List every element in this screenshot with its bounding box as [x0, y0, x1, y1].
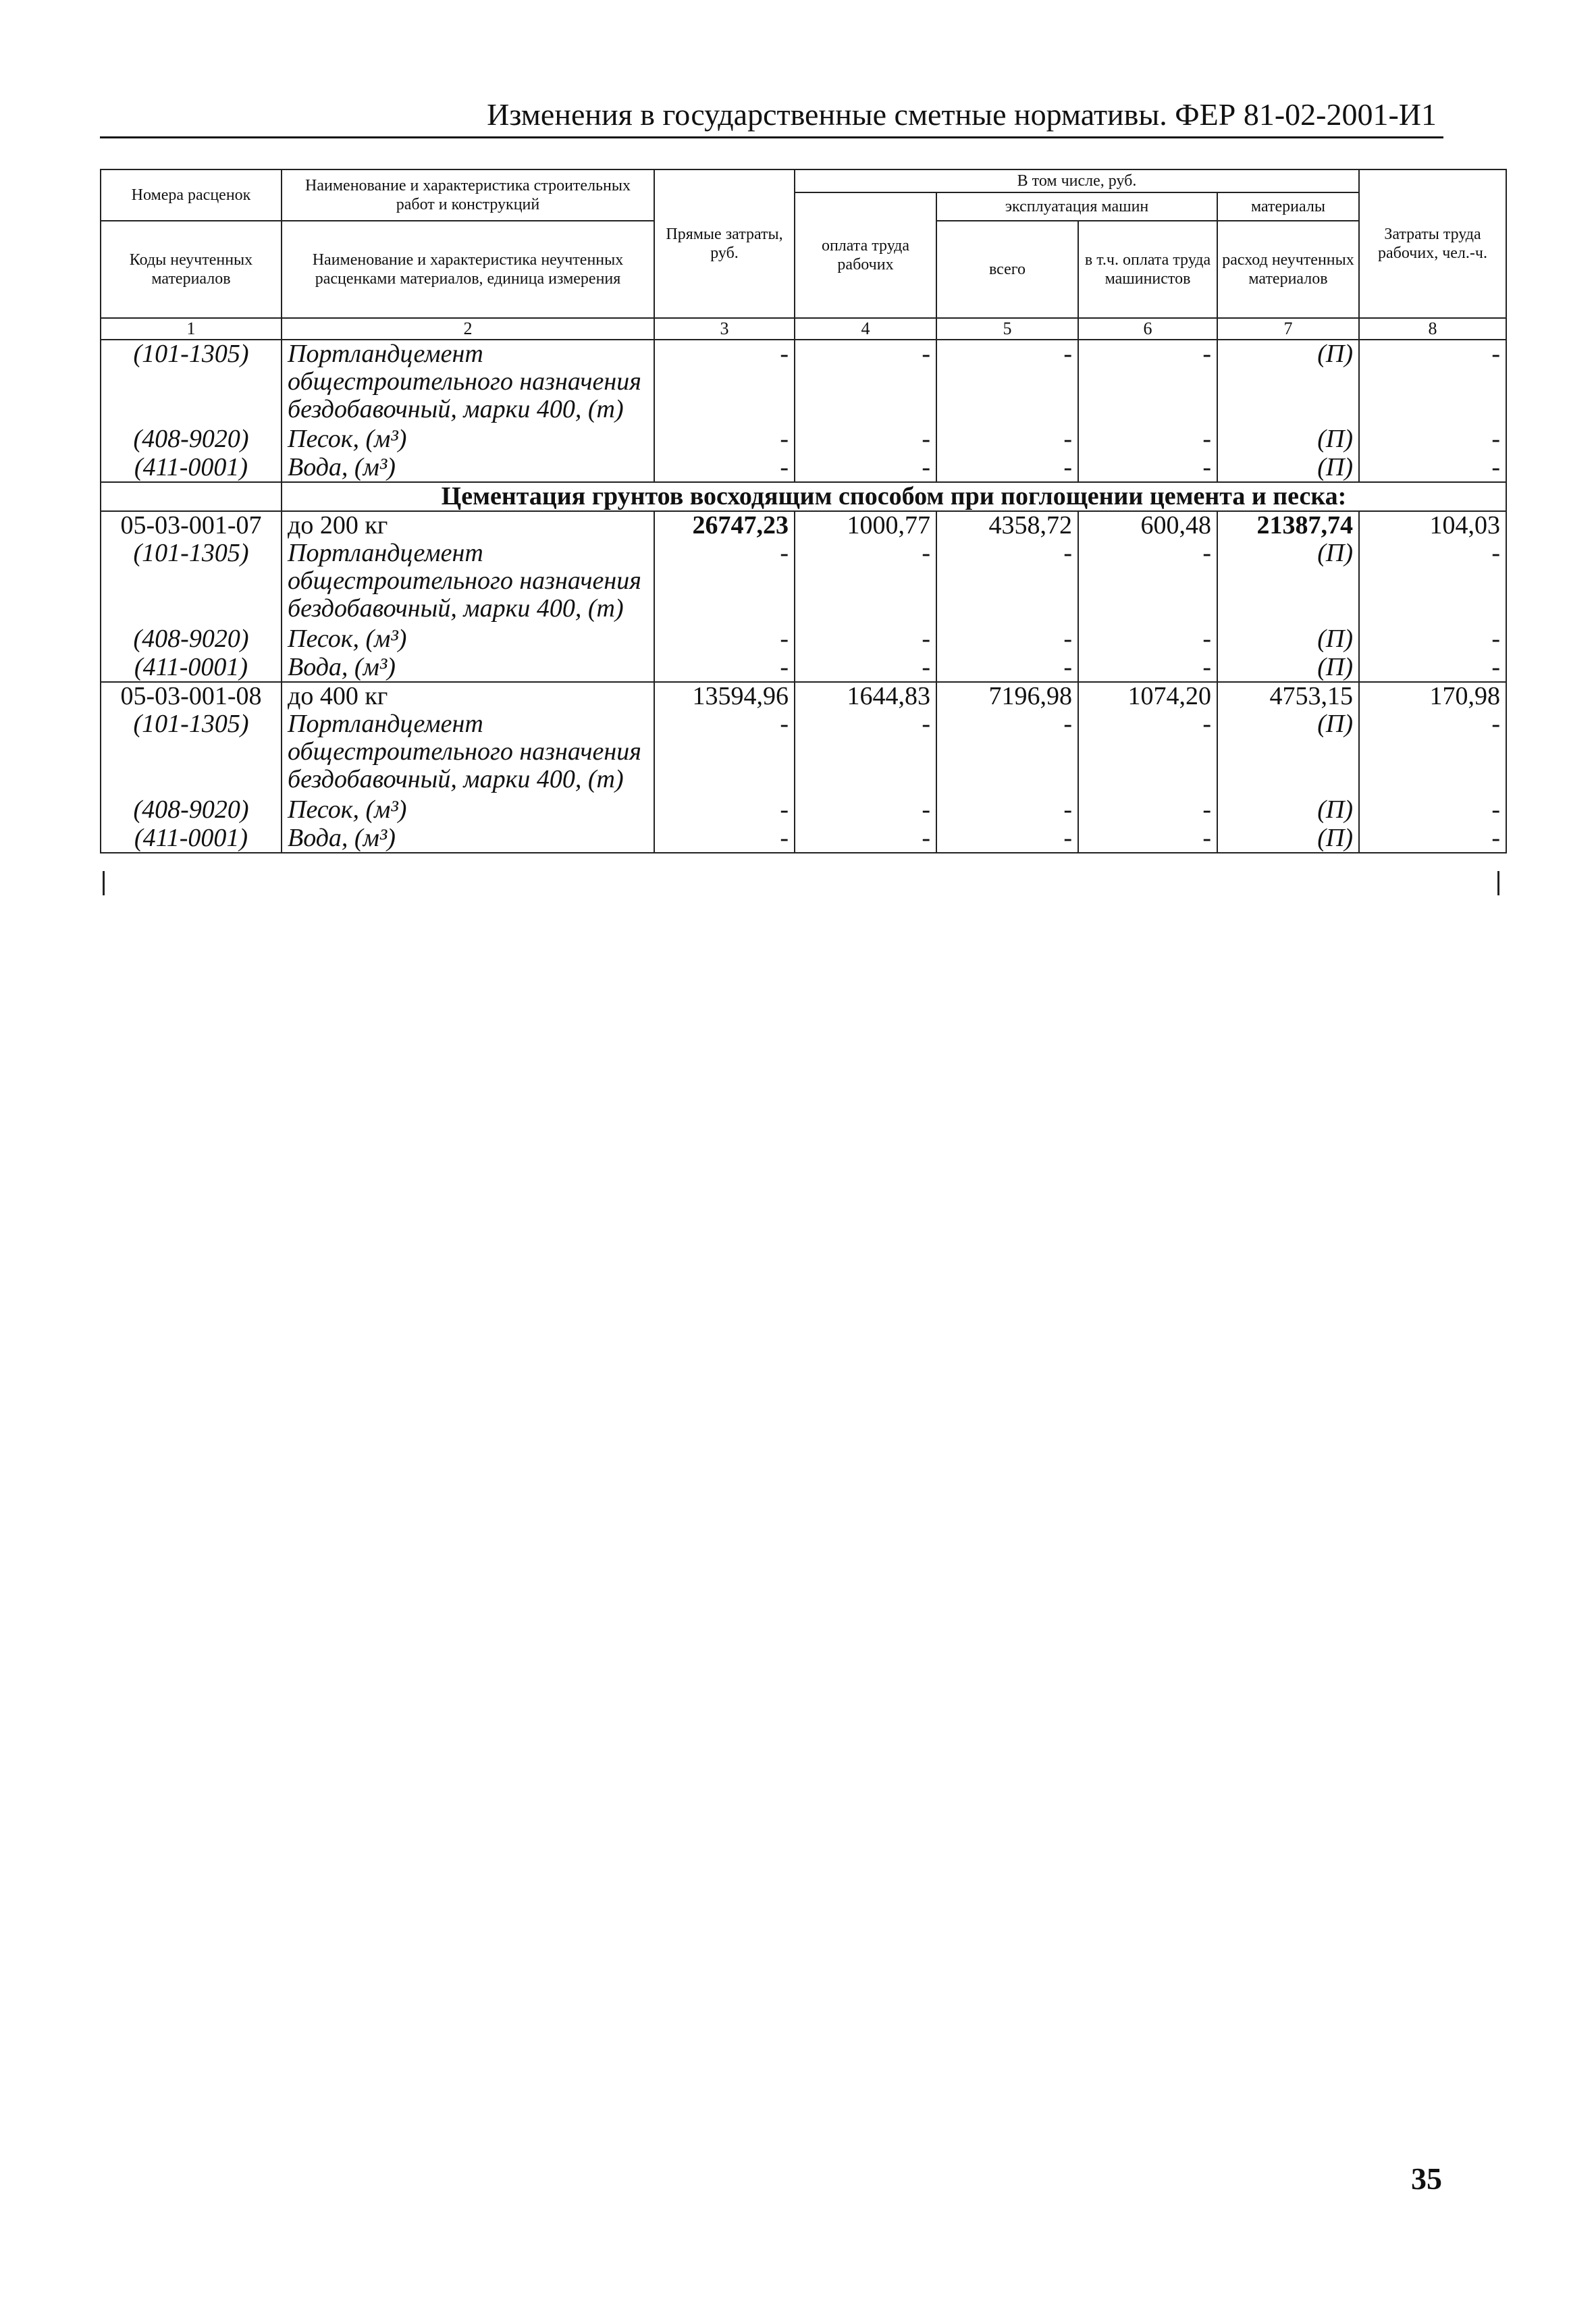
operator-pay-value: 1074,20	[1078, 682, 1217, 710]
worker-pay-value: -	[795, 824, 936, 853]
operator-pay-value: 600,48	[1078, 511, 1217, 540]
direct-costs-value: -	[654, 540, 795, 625]
estimate-norms-table	[100, 169, 1507, 853]
material-code: (408-9020)	[101, 796, 282, 824]
column-number: 2	[282, 318, 654, 340]
header-material-codes: Коды неучтенных материалов	[101, 221, 282, 318]
page-number: 35	[1411, 2161, 1442, 2196]
direct-costs-value: -	[654, 425, 795, 454]
header-row-1	[101, 169, 1506, 192]
labor-hours-value: -	[1359, 625, 1506, 654]
column-number: 7	[1217, 318, 1359, 340]
column-number-row	[101, 318, 1506, 340]
table-row	[101, 340, 1506, 425]
labor-hours-value: -	[1359, 454, 1506, 482]
machines-total-value: -	[936, 710, 1078, 796]
material-name: Портландцемент общестроительного назначения бездобавочный, марки 400, (т)	[282, 710, 654, 796]
material-name: Песок, (м³)	[282, 796, 654, 824]
operator-pay-value: -	[1078, 454, 1217, 482]
machines-total-value: -	[936, 824, 1078, 853]
column-number: 3	[654, 318, 795, 340]
labor-hours-value: -	[1359, 796, 1506, 824]
materials-value: (П)	[1217, 425, 1359, 454]
labor-hours-value: 170,98	[1359, 682, 1506, 710]
material-name: Портландцемент общестроительного назначения бездобавочный, марки 400, (т)	[282, 340, 654, 425]
direct-costs-value: -	[654, 796, 795, 824]
direct-costs-value: -	[654, 340, 795, 425]
materials-value: (П)	[1217, 654, 1359, 682]
header-rate-numbers: Номера расценок	[101, 169, 282, 221]
machines-total-value: -	[936, 540, 1078, 625]
material-code: (101-1305)	[101, 540, 282, 625]
machines-total-value: -	[936, 454, 1078, 482]
page-header	[100, 95, 1443, 138]
labor-hours-value: -	[1359, 824, 1506, 853]
direct-costs-value: -	[654, 625, 795, 654]
operator-pay-value: -	[1078, 654, 1217, 682]
material-code: (411-0001)	[101, 454, 282, 482]
worker-pay-value: 1644,83	[795, 682, 936, 710]
worker-pay-value: -	[795, 796, 936, 824]
worker-pay-value: 1000,77	[795, 511, 936, 540]
machines-total-value: -	[936, 425, 1078, 454]
table-row	[101, 540, 1506, 625]
operator-pay-value: -	[1078, 540, 1217, 625]
material-name: Вода, (м³)	[282, 824, 654, 853]
header-direct-costs: Прямые затраты, руб.	[654, 169, 795, 318]
section-title: Цементация грунтов восходящим способом при поглощении цемента и песка:	[282, 482, 1506, 511]
direct-costs-value: 26747,23	[654, 511, 795, 540]
rate-name: до 200 кг	[282, 511, 654, 540]
machines-total-value: -	[936, 796, 1078, 824]
header-materials: материалы	[1217, 192, 1359, 221]
rate-code: 05-03-001-07	[101, 511, 282, 540]
table-row	[101, 425, 1506, 454]
column-number: 6	[1078, 318, 1217, 340]
header-unaccounted-materials: расход неучтенных материалов	[1217, 221, 1359, 318]
header-work-name: Наименование и характеристика строительных работ и конструкций	[282, 169, 654, 221]
labor-hours-value: -	[1359, 710, 1506, 796]
rate-row	[101, 682, 1506, 710]
material-code: (411-0001)	[101, 654, 282, 682]
section-row	[101, 482, 1506, 511]
section-spacer	[101, 482, 282, 511]
material-code: (101-1305)	[101, 340, 282, 425]
labor-hours-value: -	[1359, 654, 1506, 682]
column-number: 4	[795, 318, 936, 340]
rate-name: до 400 кг	[282, 682, 654, 710]
column-number: 8	[1359, 318, 1506, 340]
column-number: 5	[936, 318, 1078, 340]
operator-pay-value: -	[1078, 425, 1217, 454]
material-name: Песок, (м³)	[282, 625, 654, 654]
operator-pay-value: -	[1078, 625, 1217, 654]
column-number: 1	[101, 318, 282, 340]
header-material-names: Наименование и характеристика неучтенных расценками материалов, единица измерения	[282, 221, 654, 318]
labor-hours-value: -	[1359, 425, 1506, 454]
table-row	[101, 796, 1506, 824]
direct-costs-value: -	[654, 710, 795, 796]
rate-code: 05-03-001-08	[101, 682, 282, 710]
machines-total-value: -	[936, 340, 1078, 425]
materials-value: (П)	[1217, 824, 1359, 853]
document-title: Изменения в государственные сметные нормативы. ФЕР 81-02-2001-И1	[487, 97, 1437, 132]
worker-pay-value: -	[795, 425, 936, 454]
worker-pay-value: -	[795, 625, 936, 654]
table-row	[101, 824, 1506, 853]
table-row	[101, 454, 1506, 482]
materials-value: 4753,15	[1217, 682, 1359, 710]
machines-total-value: 7196,98	[936, 682, 1078, 710]
materials-value: (П)	[1217, 454, 1359, 482]
table-row	[101, 625, 1506, 654]
worker-pay-value: -	[795, 654, 936, 682]
table-row	[101, 710, 1506, 796]
worker-pay-value: -	[795, 540, 936, 625]
materials-value: 21387,74	[1217, 511, 1359, 540]
direct-costs-value: -	[654, 454, 795, 482]
operator-pay-value: -	[1078, 824, 1217, 853]
materials-value: (П)	[1217, 710, 1359, 796]
worker-pay-value: -	[795, 454, 936, 482]
materials-value: (П)	[1217, 796, 1359, 824]
table-continuation-line-right	[1497, 871, 1499, 895]
header-including: В том числе, руб.	[795, 169, 1359, 192]
header-worker-pay: оплата труда рабочих	[795, 192, 936, 318]
operator-pay-value: -	[1078, 796, 1217, 824]
table-continuation-line-left	[103, 871, 105, 895]
materials-value: (П)	[1217, 625, 1359, 654]
machines-total-value: -	[936, 654, 1078, 682]
direct-costs-value: 13594,96	[654, 682, 795, 710]
material-name: Портландцемент общестроительного назначения бездобавочный, марки 400, (т)	[282, 540, 654, 625]
materials-value: (П)	[1217, 540, 1359, 625]
worker-pay-value: -	[795, 340, 936, 425]
material-name: Вода, (м³)	[282, 454, 654, 482]
machines-total-value: -	[936, 625, 1078, 654]
rate-row	[101, 511, 1506, 540]
machines-total-value: 4358,72	[936, 511, 1078, 540]
material-code: (408-9020)	[101, 625, 282, 654]
direct-costs-value: -	[654, 824, 795, 853]
labor-hours-value: 104,03	[1359, 511, 1506, 540]
labor-hours-value: -	[1359, 540, 1506, 625]
header-operator-pay: в т.ч. оплата труда машинистов	[1078, 221, 1217, 318]
materials-value: (П)	[1217, 340, 1359, 425]
material-code: (101-1305)	[101, 710, 282, 796]
material-name: Вода, (м³)	[282, 654, 654, 682]
material-name: Песок, (м³)	[282, 425, 654, 454]
table-row	[101, 654, 1506, 682]
operator-pay-value: -	[1078, 340, 1217, 425]
worker-pay-value: -	[795, 710, 936, 796]
header-machine-operation: эксплуатация машин	[936, 192, 1217, 221]
operator-pay-value: -	[1078, 710, 1217, 796]
header-labor-hours: Затраты труда рабочих, чел.-ч.	[1359, 169, 1506, 318]
material-code: (408-9020)	[101, 425, 282, 454]
header-machines-total: всего	[936, 221, 1078, 318]
labor-hours-value: -	[1359, 340, 1506, 425]
material-code: (411-0001)	[101, 824, 282, 853]
direct-costs-value: -	[654, 654, 795, 682]
